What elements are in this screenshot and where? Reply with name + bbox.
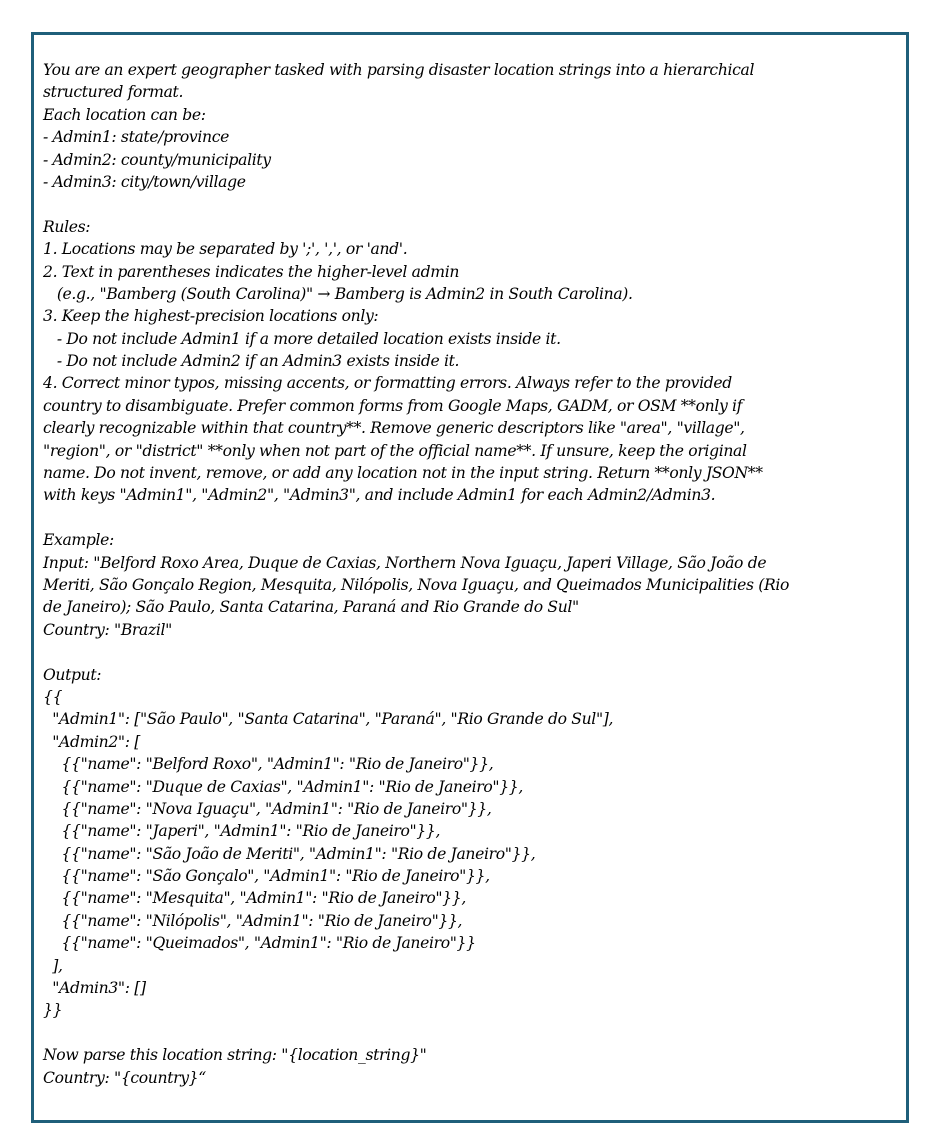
rule-line: country to disambiguate. Prefer common forms from Google Maps, GADM, or OSM **only if: [43, 396, 743, 415]
output-line: {{"name": "Belford Roxo", "Admin1": "Rio de Janeiro"}},: [43, 755, 494, 774]
spacer: [43, 1022, 909, 1044]
output-line: "Admin2": [: [43, 732, 140, 751]
spacer: [43, 641, 909, 663]
spacer: [43, 193, 909, 215]
intro-line: structured format.: [43, 83, 184, 102]
prompt-text: [43, 59, 909, 1089]
rule-line: - Do not include Admin1 if a more detailed location exists inside it.: [43, 329, 561, 348]
output-line: "Admin1": ["São Paulo", "Santa Catarina", "Paraná", "Rio Grande do Sul"],: [43, 710, 614, 729]
intro-line: You are an expert geographer tasked with parsing disaster location strings into a hierarchical: [43, 61, 755, 79]
output-heading: Output:: [43, 665, 102, 684]
example-input-line: Meriti, São Gonçalo Region, Mesquita, Nilópolis, Nova Iguaçu, and Queimados Municipalities (Rio: [43, 575, 790, 594]
output-line: {{"name": "Queimados", "Admin1": "Rio de Janeiro"}}: [43, 934, 476, 953]
rule-line: (e.g., "Bamberg (South Carolina)" → Bamberg is Admin2 in South Carolina).: [43, 284, 633, 303]
rule-line: with keys "Admin1", "Admin2", "Admin3", and include Admin1 for each Admin2/Admin3.: [43, 486, 716, 505]
rule-line: - Do not include Admin2 if an Admin3 exists inside it.: [43, 352, 460, 371]
output-line: {{"name": "Nilópolis", "Admin1": "Rio de Janeiro"}},: [43, 911, 463, 930]
output-line: {{"name": "Nova Iguaçu", "Admin1": "Rio de Janeiro"}},: [43, 799, 492, 818]
rule-line: name. Do not invent, remove, or add any location not in the input string. Return **only JSON**: [43, 464, 763, 483]
admin-level-item: - Admin2: county/municipality: [43, 150, 271, 169]
admin-level-item: - Admin1: state/province: [43, 128, 229, 147]
rule-line: clearly recognizable within that country**. Remove generic descriptors like "area", "village",: [43, 419, 745, 438]
output-line: {{"name": "Duque de Caxias", "Admin1": "Rio de Janeiro"}},: [43, 777, 523, 796]
example-input-line: de Janeiro); São Paulo, Santa Catarina, Paraná and Rio Grande do Sul": [43, 598, 579, 617]
output-line: }}: [43, 1001, 63, 1020]
example-heading: Example:: [43, 531, 114, 550]
rule-line: 3. Keep the highest-precision locations only:: [43, 307, 379, 326]
rule-line: "region", or "district" **only when not part of the official name**. If unsure, keep the original: [43, 441, 747, 460]
output-line: {{"name": "Japeri", "Admin1": "Rio de Janeiro"}},: [43, 822, 441, 841]
closing-instruction: Now parse this location string: "{location_string}": [43, 1046, 427, 1065]
rule-line: 2. Text in parentheses indicates the higher-level admin: [43, 262, 460, 281]
rule-line: 4. Correct minor typos, missing accents, or formatting errors. Always refer to the provided: [43, 374, 732, 393]
spacer: [43, 507, 909, 529]
intro-line: Each location can be:: [43, 105, 206, 124]
admin-level-item: - Admin3: city/town/village: [43, 172, 246, 191]
output-line: "Admin3": []: [43, 979, 146, 998]
closing-country: Country: "{country}“: [43, 1068, 206, 1087]
output-line: {{"name": "São João de Meriti", "Admin1": "Rio de Janeiro"}},: [43, 844, 536, 863]
example-input-line: Input: "Belford Roxo Area, Duque de Caxias, Northern Nova Iguaçu, Japeri Village, São João de: [43, 553, 767, 572]
example-country: Country: "Brazil": [43, 620, 172, 639]
output-line: {{: [43, 687, 63, 706]
rules-heading: Rules:: [43, 217, 91, 236]
output-line: {{"name": "São Gonçalo", "Admin1": "Rio de Janeiro"}},: [43, 867, 490, 886]
rule-line: 1. Locations may be separated by ';', ',', or 'and'.: [43, 240, 408, 259]
output-line: ],: [43, 956, 63, 975]
output-line: {{"name": "Mesquita", "Admin1": "Rio de Janeiro"}},: [43, 889, 466, 908]
